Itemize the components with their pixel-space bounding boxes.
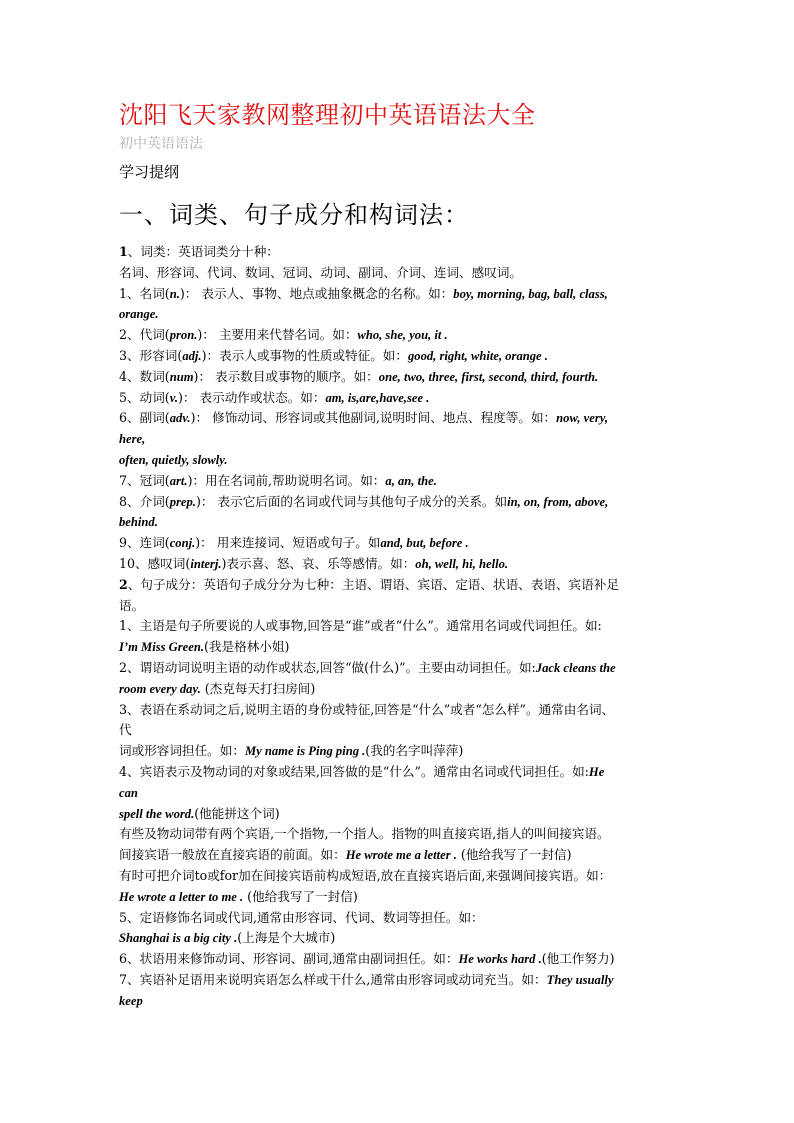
line-segment-e: He <box>588 764 605 779</box>
document-title: 沈阳飞天家教网整理初中英语语法大全 <box>119 101 536 129</box>
text-line <box>119 866 679 887</box>
line-segment-e: He wrote a letter to me . <box>119 889 244 904</box>
line-segment-e: keep <box>119 993 143 1008</box>
text-line <box>119 263 679 284</box>
line-segment-b: 2、代词( <box>119 327 170 343</box>
text-line <box>119 991 679 1012</box>
text-line <box>119 762 679 783</box>
line-segment-e: can <box>119 785 138 800</box>
line-segment-b: 名词、形容词、代词、数词、冠词、动词、副词、介词、连词、感叹词。 <box>119 264 522 280</box>
text-line <box>119 970 679 991</box>
line-segment-e: behind. <box>119 515 158 530</box>
document-subtitle: 初中英语语法 <box>119 136 203 152</box>
text-line <box>119 284 679 305</box>
line-segment-c: interj. <box>190 556 222 571</box>
line-segment-b: 10、感叹词( <box>119 555 191 571</box>
line-segment-b: 7、宾语补足语用来说明宾语怎么样或干什么,通常由形容词或动词充当。如： <box>119 971 547 987</box>
line-segment-b: 代 <box>119 722 132 738</box>
line-segment-f: (他能拼这个词) <box>194 805 280 821</box>
text-line <box>119 908 679 929</box>
text-line <box>119 700 679 721</box>
line-segment-b: 6、状语用来修饰动词、形容词、副词,通常由副词担任。如： <box>119 951 459 967</box>
line-segment-e: He works hard . <box>458 952 542 967</box>
text-line <box>119 637 679 658</box>
line-segment-b: 词或形容词担任。如： <box>119 743 245 759</box>
line-segment-b: 4、宾语表示及物动词的对象或结果,回答做的是“什么”。通常由名词或代词担任。如: <box>119 763 589 779</box>
document-body <box>119 242 679 1011</box>
line-segment-d: )：用在名词前,帮助说明名词。如： <box>187 472 386 488</box>
line-segment-e: Shanghai is a big city . <box>119 931 238 946</box>
line-segment-d: )： 表示动作或状态。如： <box>178 389 326 405</box>
text-line <box>119 804 679 825</box>
line-segment-c: num <box>169 369 194 384</box>
line-segment-e: My name is Ping ping . <box>244 744 366 759</box>
text-line <box>119 928 679 949</box>
line-segment-e: and, but, before . <box>380 536 469 551</box>
line-segment-d: )： 主要用来代替名词。如： <box>197 327 358 343</box>
text-line <box>119 824 679 845</box>
line-segment-b: 3、形容词( <box>119 347 183 363</box>
line-segment-e: Jack cleans the <box>535 660 616 675</box>
text-line <box>119 575 679 596</box>
line-segment-d: )： 表示人、事物、地点或抽象概念的名称。如： <box>179 285 454 301</box>
text-line <box>119 346 679 367</box>
text-line <box>119 408 679 429</box>
line-segment-b: 有些及物动词带有两个宾语,一个指物,一个指人。指物的叫直接宾语,指人的叫间接宾语。 <box>119 826 610 842</box>
line-segment-c: pron. <box>169 328 198 343</box>
text-line <box>119 616 679 637</box>
line-segment-e: often, quietly, slowly. <box>119 452 228 467</box>
line-segment-b: 9、连词( <box>119 535 170 551</box>
text-line <box>119 596 679 617</box>
line-segment-b: 1、名词( <box>119 285 170 301</box>
section-heading: 一、词类、句子成分和构词法： <box>119 201 469 229</box>
line-segment-e: room every day. <box>119 681 201 696</box>
line-segment-b: 7、冠词( <box>119 472 170 488</box>
line-segment-e: spell the word. <box>119 806 195 821</box>
text-line <box>119 679 679 700</box>
line-segment-d: )： 修饰动词、形容词或其他副词,说明时间、地点、程度等。如： <box>190 410 557 426</box>
line-segment-e: a, an, the. <box>385 473 437 488</box>
line-segment-e: boy, morning, bag, ball, class, <box>453 286 608 301</box>
text-line <box>119 492 679 513</box>
line-segment-c: adv. <box>169 411 191 426</box>
line-segment-f: (杰克每天打扫房间) <box>200 680 316 696</box>
line-segment-c: art. <box>169 473 188 488</box>
text-line <box>119 533 679 554</box>
text-line <box>119 512 679 533</box>
line-segment-e: good, right, white, orange . <box>407 348 548 363</box>
document-page <box>119 100 679 1011</box>
text-line <box>119 783 679 804</box>
text-line <box>119 367 679 388</box>
line-segment-c: n. <box>169 286 180 301</box>
line-segment-e: am, is,are,have,see . <box>325 390 430 405</box>
line-segment-d: )表示喜、怒、哀、乐等感情。如： <box>221 555 416 571</box>
text-line <box>119 741 679 762</box>
line-segment-b: 有时可把介词to或for加在间接宾语前构成短语,放在直接宾语后面,来强调间接宾语。如： <box>119 867 612 883</box>
line-segment-b: 6、副词( <box>119 410 170 426</box>
line-segment-e: I’m Miss Green. <box>119 640 205 655</box>
line-segment-b: 8、介词( <box>119 493 170 509</box>
text-line <box>119 450 679 471</box>
line-segment-b: 2、谓语动词说明主语的动作或状态,回答“做(什么)”。主要由动词担任。如: <box>119 659 536 675</box>
line-segment-d: )： 表示数目或事物的顺序。如： <box>193 368 379 384</box>
text-line <box>119 471 679 492</box>
text-line <box>119 388 679 409</box>
line-segment-e: now, very, <box>556 411 609 426</box>
line-segment-d: )： 用来连接词、短语或句子。如 <box>195 535 381 551</box>
text-line <box>119 304 679 325</box>
line-segment-f: (上海是个大城市) <box>237 930 336 946</box>
line-segment-e: They usually <box>546 972 614 987</box>
line-segment-b: 语。 <box>119 597 145 613</box>
line-segment-b: 1、主语是句子所要说的人或事物,回答是“谁”或者“什么”。通常用名词或代词担任。如: <box>119 618 602 634</box>
line-segment-c: prep. <box>169 494 196 509</box>
line-segment-b: 3、表语在系动词之后,说明主语的身份或特征,回答是“什么”或者“怎么样”。通常由名词、 <box>119 701 615 717</box>
line-segment-f: (我是格林小姐) <box>204 639 290 655</box>
line-segment-c: v. <box>169 390 178 405</box>
line-segment-c: adj. <box>182 348 202 363</box>
line-segment-b: 5、定语修饰名词或代词,通常由形容词、代词、数词等担任。如： <box>119 909 484 925</box>
text-line <box>119 554 679 575</box>
line-segment-f: (他给我写了一封信) <box>456 847 572 863</box>
line-segment-e: oh, well, hi, hello. <box>415 556 509 571</box>
line-segment-a: 2 <box>119 576 128 592</box>
line-segment-d: )：表示人或事物的性质或特征。如： <box>201 347 408 363</box>
line-segment-e: He wrote me a letter . <box>345 848 457 863</box>
line-segment-e: who, she, you, it . <box>357 328 448 343</box>
line-segment-d: )： 表示它后面的名词或代词与其他句子成分的关系。如 <box>195 493 508 509</box>
line-segment-a: 1 <box>119 244 128 259</box>
outline-label: 学习提纲 <box>119 163 180 181</box>
line-segment-b: 、词类：英语词类分十种： <box>127 244 279 259</box>
text-line <box>119 658 679 679</box>
line-segment-b: 、句子成分：英语句子成分分为七种：主语、谓语、宾语、定语、状语、表语、宾语补足 <box>127 576 619 592</box>
line-segment-e: in, on, from, above, <box>507 494 609 509</box>
text-line <box>119 325 679 346</box>
line-segment-b: 4、数词( <box>119 368 170 384</box>
line-segment-e: orange. <box>119 307 159 322</box>
line-segment-b: 间接宾语一般放在直接宾语的前面。如： <box>119 847 346 863</box>
text-line <box>119 429 679 450</box>
text-line <box>119 720 679 741</box>
line-segment-e: here, <box>119 432 146 447</box>
text-line <box>119 242 679 263</box>
text-line <box>119 949 679 970</box>
text-line <box>119 887 679 908</box>
line-segment-f: (他工作努力) <box>541 951 615 967</box>
line-segment-b: 5、动词( <box>119 389 170 405</box>
line-segment-f: (我的名字叫萍萍) <box>365 743 464 759</box>
line-segment-f: (他给我写了一封信) <box>243 888 358 904</box>
line-segment-e: one, two, three, first, second, third, fourth. <box>378 369 599 384</box>
line-segment-c: conj. <box>169 536 196 551</box>
text-line <box>119 845 679 866</box>
